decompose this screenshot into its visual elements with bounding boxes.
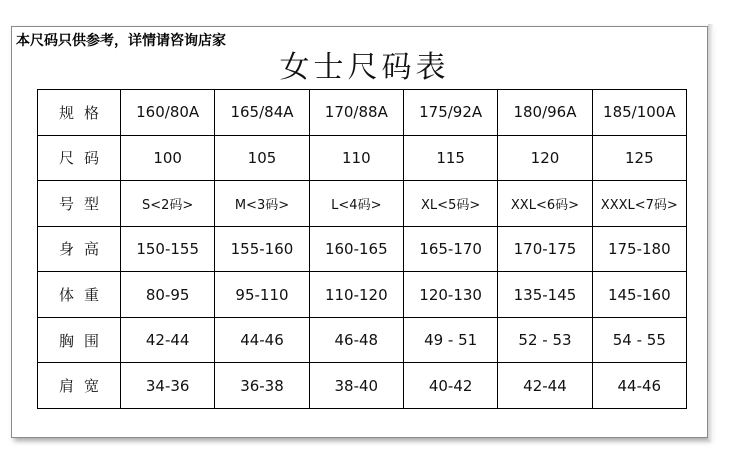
table-cell: 100 bbox=[121, 135, 215, 181]
table-cell: 110-120 bbox=[309, 272, 403, 318]
table-cell: 80-95 bbox=[121, 272, 215, 318]
row-label: 身高 bbox=[38, 226, 121, 272]
table-cell: L<4码> bbox=[309, 181, 403, 227]
table-cell: 170/88A bbox=[309, 90, 403, 136]
table-cell: 125 bbox=[592, 135, 686, 181]
table-cell: 105 bbox=[215, 135, 309, 181]
row-label: 号型 bbox=[38, 181, 121, 227]
table-row bbox=[38, 272, 687, 318]
table-cell: 160-165 bbox=[309, 226, 403, 272]
table-cell: 49 - 51 bbox=[403, 317, 497, 363]
table-cell: 54 - 55 bbox=[592, 317, 686, 363]
table-cell: 165-170 bbox=[403, 226, 497, 272]
table-row bbox=[38, 317, 687, 363]
table-cell: 44-46 bbox=[592, 363, 686, 409]
table-cell: XXXL<7码> bbox=[592, 181, 686, 227]
row-label: 尺码 bbox=[38, 135, 121, 181]
table-cell: S<2码> bbox=[121, 181, 215, 227]
table-cell: 175-180 bbox=[592, 226, 686, 272]
table-cell: 150-155 bbox=[121, 226, 215, 272]
table-cell: 46-48 bbox=[309, 317, 403, 363]
table-row bbox=[38, 226, 687, 272]
table-row bbox=[38, 181, 687, 227]
row-label: 肩宽 bbox=[38, 363, 121, 409]
table-cell: 38-40 bbox=[309, 363, 403, 409]
table-cell: 95-110 bbox=[215, 272, 309, 318]
table-cell: 135-145 bbox=[498, 272, 592, 318]
row-label: 规格 bbox=[38, 90, 121, 136]
table-cell: 175/92A bbox=[403, 90, 497, 136]
table-cell: 170-175 bbox=[498, 226, 592, 272]
table-cell: 185/100A bbox=[592, 90, 686, 136]
table-cell: 44-46 bbox=[215, 317, 309, 363]
table-cell: 165/84A bbox=[215, 90, 309, 136]
table-row bbox=[38, 135, 687, 181]
table-cell: 120 bbox=[498, 135, 592, 181]
table-cell: M<3码> bbox=[215, 181, 309, 227]
table-cell: 40-42 bbox=[403, 363, 497, 409]
size-table bbox=[37, 89, 687, 409]
table-row bbox=[38, 363, 687, 409]
table-cell: XL<5码> bbox=[403, 181, 497, 227]
table-cell: 110 bbox=[309, 135, 403, 181]
row-label: 体重 bbox=[38, 272, 121, 318]
table-cell: 120-130 bbox=[403, 272, 497, 318]
table-cell: 36-38 bbox=[215, 363, 309, 409]
frame-shadow bbox=[708, 24, 714, 442]
table-cell: 180/96A bbox=[498, 90, 592, 136]
reference-notice: 本尺码只供参考，详情请咨询店家 bbox=[16, 33, 226, 49]
table-cell: 52 - 53 bbox=[498, 317, 592, 363]
table-cell: XXL<6码> bbox=[498, 181, 592, 227]
table-cell: 42-44 bbox=[121, 317, 215, 363]
table-row bbox=[38, 90, 687, 136]
table-cell: 34-36 bbox=[121, 363, 215, 409]
table-cell: 145-160 bbox=[592, 272, 686, 318]
table-cell: 42-44 bbox=[498, 363, 592, 409]
table-cell: 155-160 bbox=[215, 226, 309, 272]
row-label: 胸围 bbox=[38, 317, 121, 363]
table-cell: 160/80A bbox=[121, 90, 215, 136]
table-cell: 115 bbox=[403, 135, 497, 181]
page-title: 女士尺码表 bbox=[279, 50, 450, 85]
